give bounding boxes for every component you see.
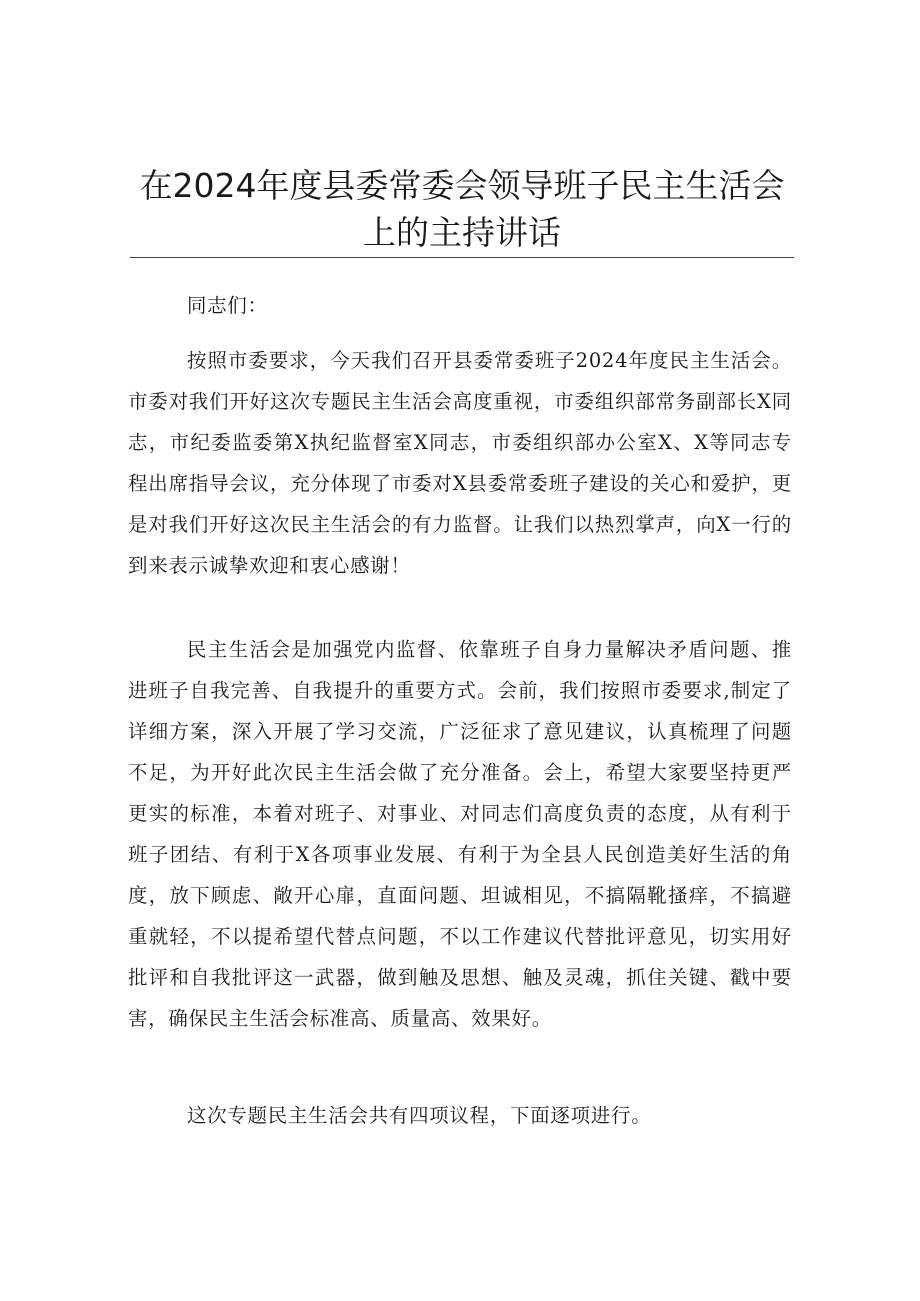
title-divider [130, 257, 794, 258]
greeting: 同志们： [187, 294, 268, 317]
paragraph-opening: 按照市委要求，今天我们召开县委常委班子2024年度民主生活会。市委对我们开好这次专题民主生活会高度重视，市委组织部常务副部长X同志，市纪委监委第X执纪监督室X同志，市委组织部办公室X、X等同志专程出席指导会议，充分体现了市委对X县委常委班子建设的关心和爱护，更是对我们开好这次民主生活会的有力监督。让我们以热烈掌声，向X一行的到来表示诚挚欢迎和衷心感谢！ [128, 349, 792, 577]
document-title-line-1: 在2024年度县委常委会领导班子民主生活会 [139, 166, 785, 205]
paragraph-purpose: 民主生活会是加强党内监督、依靠班子自身力量解决矛盾问题、推进班子自我完善、自我提升的重要方式。会前，我们按照市委要求,制定了详细方案，深入开展了学习交流，广泛征求了意见建议，认真梳理了问题不足，为开好此次民主生活会做了充分准备。会上，希望大家要坚持更严更实的标准，本着对班子、对事业、对同志们高度负责的态度，从有利于班子团结、有利于X各项事业发展、有利于为全县人民创造美好生活的角度，放下顾虑、敞开心扉，直面问题、坦诚相见，不搞隔靴搔痒，不搞避重就轻，不以提希望代替点问题，不以工作建议代替批评意见，切实用好批评和自我批评这一武器，做到触及思想、触及灵魂，抓住关键、戳中要害，确保民主生活会标准高、质量高、效果好。 [128, 638, 792, 1030]
paragraph-agenda: 这次专题民主生活会共有四项议程，下面逐项进行。 [187, 1104, 652, 1127]
document-title-line-2: 上的主持讲话 [363, 213, 561, 252]
